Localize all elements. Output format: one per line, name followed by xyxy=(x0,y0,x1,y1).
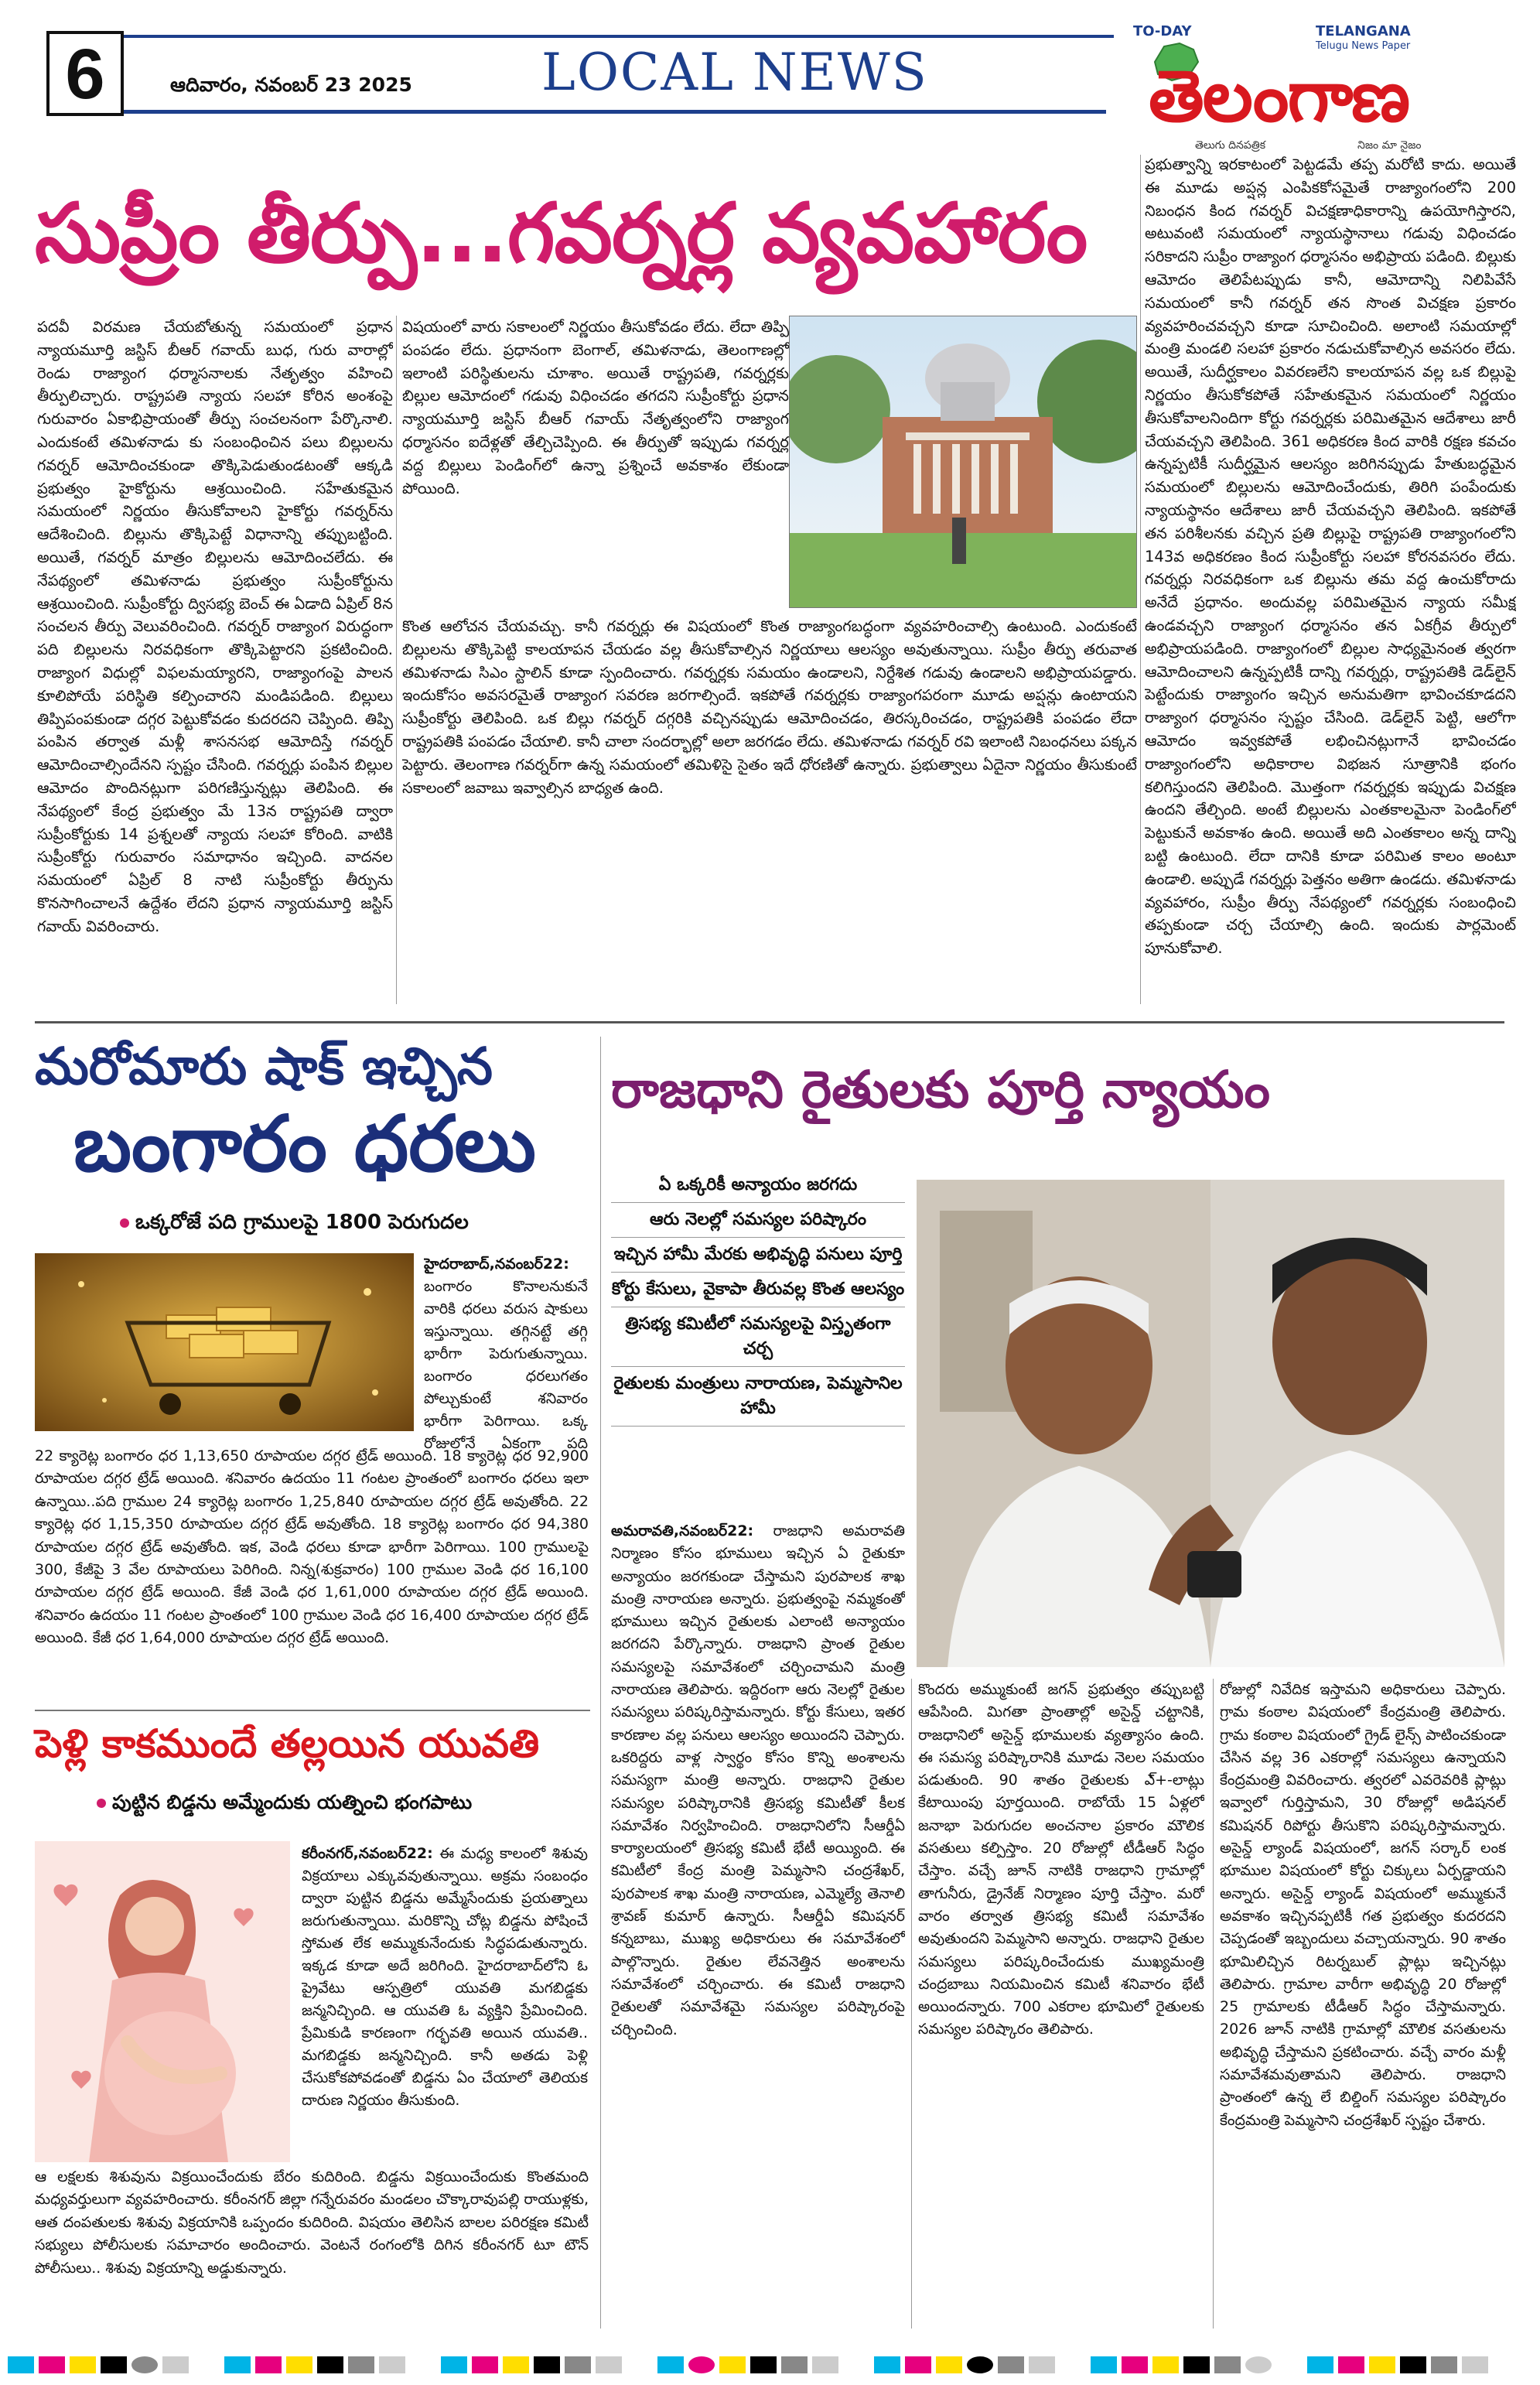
registration-swatch xyxy=(101,2356,127,2373)
registration-swatch xyxy=(8,2356,34,2373)
registration-swatch xyxy=(967,2356,993,2373)
gold-headline-line1: మరోమారు షాక్ ఇచ్చిన xyxy=(35,1037,493,1096)
gold-cart-photo xyxy=(35,1253,414,1431)
highlight-item: త్రిసభ్య కమిటీలో సమస్యలపై విస్తృతంగా చర్చ xyxy=(611,1307,905,1367)
column-divider xyxy=(911,1679,912,2329)
logo-telangana-text: TELANGANA xyxy=(1316,23,1411,39)
registration-swatch xyxy=(317,2356,343,2373)
gold-headline-line2: బంగారం ధరలు xyxy=(73,1099,537,1189)
lead-headline: సుప్రీం తీర్పు...గవర్నర్ల వ్యవహారం xyxy=(35,186,1088,281)
bullet-icon xyxy=(97,1799,106,1808)
registration-swatch xyxy=(1245,2356,1272,2373)
logo-title: తెలంగాణ xyxy=(1149,55,1409,138)
capital-article-column-1: అమరావతి,నవంబర్22: రాజధాని అమరావతి నిర్మాణం కోసం భూములు ఇచ్చిన ఏ రైతుకూ అన్యాయం జరగకుండా చేస్తామని పురపాలక శాఖ మంత్రి నారాయణ అన్నారు. ప్రభుత్వంపై నమ్మకంతో భూములు ఇచ్చిన రైతులకు ఎలాంటి అన్యాయం జరగదని పేర్కొన్నారు. రాజధాని ప్రాంత రైతుల సమస్యలపై సమావేశంలో చర్చించామని మంత్రి నారాయణ తెలిపారు. ఇద్దిరంగా ఆరు నెలల్లో రైతుల సమస్యలు పరిష్కరిస్తామన్నారు. కోర్టు కేసులు, ఇతర కారణాల వల్ల పనులు ఆలస్యం అయిందని చెప్పారు. ఒకరిద్దరు వాళ్ల స్వార్థం కోసం కొన్ని అంశాలను సమస్యగా మంత్రి అన్నారు. రాజధాని రైతుల సమస్యల పరిష్కారానికి త్రిసభ్య కమిటీతో కీలక సమావేశం నిర్వహించింది. రాజధానిలోని సీఆర్డీఏ కార్యాలయంలో త్రిసభ్య కమిటీ భేటీ అయ్యింది. ఈ కమిటీలో కేంద్ర మంత్రి పెమ్మసాని చంద్రశేఖర్, పురపాలక శాఖ మంత్రి నారాయణ, ఎమ్మెల్యే తెనాలి శ్రావణ్ కుమార్ ఉన్నారు. సీఆర్డీఏ కమిషనర్ కన్నబాబు, ముఖ్య అధికారులు ఈ సమావేశంలో పాల్గొన్నారు. రైతుల లేవనెత్తిన అంశాలను సమావేశంలో చర్చించారు. ఈ కమిటీ రాజధాని రైతులతో సమావేశమై సమస్యల పరిష్కారంపై చర్చించింది. xyxy=(611,1522,905,2038)
registration-swatch xyxy=(874,2356,900,2373)
registration-swatch xyxy=(379,2356,405,2373)
registration-swatch xyxy=(1060,2356,1086,2373)
newspaper-logo[interactable] xyxy=(1133,23,1504,155)
section-divider xyxy=(35,1021,1504,1023)
registration-swatch xyxy=(1122,2356,1148,2373)
mother-article-side: కరీంనగర్,నవంబర్22: ఈ మధ్య కాలంలో శిశువు విక్రయాలు ఎక్కువవుతున్నాయి. అక్రమ సంబంధం ద్వారా పుట్టిన బిడ్డను అమ్మేసేందుకు ప్రయత్నాలు జరుగుతున్నాయి. మరికొన్ని చోట్ల బిడ్డను పోషించే స్తోమత లేక అమ్ముకునేందుకు సిద్ధపడుతున్నారు. ఇక్కడ కూడా అదే జరిగింది. హైదరాబాద్‌లోని ఓ ప్రైవేటు ఆస్పత్రిలో యువతి మగబిడ్డకు జన్మనిచ్చింది. ఆ యువతి ఓ వ్యక్తిని ప్రేమించింది. ప్రేమికుడి కారణంగా గర్భవతి అయిన యువతి.. మగబిడ్డకు జన్మనిచ్చింది. కానీ అతడు పెళ్లి చేసుకోకపోవడంతో బిడ్డను ఏం చేయాలో తెలియక దారుణ నిర్ణయం తీసుకుంది. xyxy=(302,1845,588,2109)
lead-column-2: విషయంలో వారు సకాలంలో నిర్ణయం తీసుకోవడం లేదు. లేదా తిప్పి పంపడం లేదు. ప్రధానంగా బెంగాల్, తమిళనాడు, తెలంగాణల్లో ఇలాంటి పరిస్థితులను చూశాం. అయితే రాష్ట్రపతి, గవర్నర్లకు బిల్లుల ఆమోదంలో గడువు విధించడం తగదని సుప్రీంకోర్టు ప్రధాన న్యాయమూర్తి జస్టిస్ బీఆర్ గవాయ్ నేతృత్వంలోని రాజ్యాంగ ధర్మాసనం ఐదేళ్లతో తేల్చిచెప్పింది. ఈ తీర్పుతో ఇప్పుడు గవర్నర్ల వద్ద బిల్లులు పెండింగ్‌లో ఉన్నా ప్రశ్నించే అవకాశం లేకుండా పోయింది. xyxy=(402,318,789,497)
highlight-item: ఆరు నెలల్లో సమస్యల పరిష్కారం xyxy=(611,1203,905,1238)
registration-swatch xyxy=(70,2356,96,2373)
registration-swatch xyxy=(596,2356,622,2373)
registration-swatch xyxy=(1091,2356,1117,2373)
registration-swatch xyxy=(286,2356,312,2373)
registration-swatch xyxy=(1338,2356,1364,2373)
lead-column-2-continued: కొంత ఆలోచన చేయవచ్చు. కానీ గవర్నర్లు ఈ విషయంలో కొంత రాజ్యాంగబద్ధంగా వ్యవహరించాల్సి ఉంటుంది. ఎందుకంటే బిల్లులను తొక్కిపెట్టి కాలయాపన చేయడం వల్ల తీసుకోవాల్సిన నిర్ణయాలు ఆలస్యం అవుతున్నాయి. సుప్రీం తీర్పు తరువాత తమిళనాడు సిఎం స్టాలిన్ కూడా స్పందించారు. గవర్నర్లకు సమయం ఉండాలని, నిర్దేశిత గడువు ఉండాలని అభిప్రాయపడ్డారు. ఇందుకోసం అవసరమైతే రాజ్యాంగ సవరణ జరగాల్సిందే. ఇకపోతే గవర్నర్లకు రాజ్యాంగపరంగా మూడు అప్షన్లు ఉంటాయని సుప్రీంకోర్టు తెలిపింది. ఒక బిల్లు గవర్నర్ దగ్గరికి వచ్చినప్పుడు ఆమోదించడం, తిరస్కరించడం, రాష్ట్రపతికి పంపడం లేదా రాష్ట్రపతికి పంపడం చేయాలి. కానీ చాలా సందర్భాల్లో అలా జరగడం లేదు. తమిళనాడు గవర్నర్ రవి ఇలాంటి నిబంధనలు పక్కన పెట్టారు. తెలంగాణ గవర్నర్‌గా ఉన్న సమయంలో తమిళిసై సైతం ఇదే ధోరణితో ఉన్నారు. ప్రభుత్వాలు ఏదైనా నిర్ణయం తీసుకుంటే సకాలంలో జవాబు ఇవ్వాల్సిన బాధ్యత ఉంది. xyxy=(402,617,1137,797)
registration-swatch xyxy=(1431,2356,1457,2373)
registration-swatch xyxy=(255,2356,282,2373)
registration-swatch xyxy=(1214,2356,1241,2373)
registration-swatch xyxy=(781,2356,808,2373)
capital-article-column-2: కొందరు అమ్ముకుంటే జగన్ ప్రభుత్వం తప్పుబట్టి ఆపేసింది. మిగతా ప్రాంతాల్లో అసైన్డ్ చట్టానికి, రాజధానిలో అసైన్డ్ భూములకు వ్యత్యాసం ఉంది. ఈ సమస్య పరిష్కారానికి మూడు నెలల సమయం పడుతుంది. 90 శాతం రైతులకు ఎ్+-లాట్లు కేటాయింపు పూర్తయింది. రాబోయే 15 ఏళ్లలో జనాభా పెరుగుదల అంచనాల ప్రకారం మౌలిక వసతులు కల్పిస్తాం. 20 రోజుల్లో టీడీఆర్ సిద్ధం చేస్తాం. వచ్చే జూన్ నాటికి రాజధాని గ్రామాల్లో తాగునీరు, డ్రైనేజ్ నిర్మాణం పూర్తి చేస్తాం. మరో వారం తర్వాత త్రిసభ్య కమిటీ సమావేశం అవుతుందని పెమ్మసాని అన్నారు. రాజధాని రైతుల సమస్యలు పరిష్కరించేందుకు ముఖ్యమంత్రి చంద్రబాబు నియమించిన కమిటీ శనివారం భేటీ అయిందన్నారు. 700 ఎకరాల భూమిలో రైతులకు సమస్యల పరిష్కారం తెలిపారు. xyxy=(918,1681,1204,2038)
gold-article-body: 22 క్యారెట్ల బంగారం ధర 1,13,650 రూపాయల దగ్గర ట్రేడ్ అయింది. 18 క్యారెట్ల ధర 92,900 రూపాయల దగ్గర ట్రేడ్ అయింది. శనివారం ఉదయం 11 గంటల ప్రాంతంలో బంగారం ధరలు ఇలా ఉన్నాయి..పది గ్రాముల 24 క్యారెట్ల బంగారం 1,25,840 రూపాయల దగ్గర ట్రేడ్ అవుతోంది. 22 క్యారెట్ల ధర 1,15,350 రూపాయల దగ్గర ట్రేడ్ అవుతోంది. 18 క్యారెట్ల బంగారం ధర 94,380 రూపాయల దగ్గర ట్రేడ్ అవుతోంది. ఇక, వెండి ధరలు కూడా భారీగా పెరిగాయి. 100 గ్రాములపై 300, కేజీపై 3 వేల రూపాయలు పెరిగింది. నిన్న(శుక్రవారం) 100 గ్రాముల వెండి ధర 16,100 రూపాయల దగ్గర ట్రేడ్ అయింది. కేజీ వెండి ధర 1,61,000 రూపాయల దగ్గర ట్రేడ్ అయింది. శనివారం ఉదయం 11 గంటల ప్రాంతంలో 100 గ్రాముల వెండి ధర 16,400 రూపాయల దగ్గర ట్రేడ్ అయింది. కేజీ ధర 1,64,000 రూపాయల దగ్గర ట్రేడ్ అయింది. xyxy=(35,1447,589,1647)
registration-swatch xyxy=(936,2356,962,2373)
registration-swatch xyxy=(1493,2356,1519,2373)
capital-headline: రాజధాని రైతులకు పూర్తి న్యాయం xyxy=(611,1060,1271,1119)
registration-swatch xyxy=(39,2356,65,2373)
mother-article-body: ఆ లక్షలకు శిశువును విక్రయించేందుకు బేరం కుదిరింది. బిడ్డను విక్రయించేందుకు కొంతమంది మధ్యవర్తులుగా వ్యవహరించారు. కరీంనగర్ జిల్లా గన్నేరువరం మండలం చొక్కారావుపల్లి రాయుళ్లకు, ఆత దంపతులకు శిశువు విక్రయానికి ఒప్పందం కుదిరింది. విషయం తెలిసిన బాలల పరిరక్షణ కమిటీ సభ్యులు పోలీసులకు సమాచారం అందించారు. వెంటనే రంగంలోకి దిగిన కరీంనగర్ టూ టౌన్ పోలీసులు.. శిశువు విక్రయాన్ని అడ్డుకున్నారు. xyxy=(35,2168,589,2277)
registration-swatch xyxy=(688,2356,715,2373)
registration-swatch xyxy=(534,2356,560,2373)
registration-swatch xyxy=(750,2356,777,2373)
registration-swatch xyxy=(812,2356,838,2373)
registration-swatch xyxy=(998,2356,1024,2373)
highlight-item: కోర్టు కేసులు, వైకాపా తీరువల్ల కొంత ఆలస్యం xyxy=(611,1273,905,1307)
registration-swatch xyxy=(657,2356,684,2373)
section-title: LOCAL NEWS xyxy=(541,43,928,102)
registration-swatch xyxy=(1369,2356,1395,2373)
mother-headline: పెళ్లి కాకముందే తల్లయిన యువతి xyxy=(35,1721,540,1766)
page-number: 6 xyxy=(46,31,124,116)
bullet-icon xyxy=(120,1218,129,1228)
registration-swatch xyxy=(503,2356,529,2373)
logo-today-text: TO-DAY xyxy=(1133,23,1192,39)
column-divider xyxy=(1213,1679,1214,2329)
logo-tagline-left: తెలుగు దినపత్రిక xyxy=(1195,139,1266,152)
registration-swatch xyxy=(627,2356,653,2373)
column-divider xyxy=(600,1037,601,2329)
registration-swatch xyxy=(719,2356,746,2373)
lead-column-3: ప్రభుత్వాన్ని ఇరకాటంలో పెట్టడమే తప్ప మరోటి కాదు. అయితే ఈ మూడు అప్షన్ల ఎంపికకోసమైతే రాజ్యాంగంలోని 200 నిబంధన కింద గవర్నర్ విచక్షణాధికారాన్ని ఉపయోగిస్తారని, అటువంటి సమయంలో న్యాయస్థానాలు గడువు విధించడం సరికాదని సుప్రీం రాజ్యాంగ ధర్మాసనం అభిప్రాయ పడింది. బిల్లుకు ఆమోదం తెలిపేటప్పుడు కానీ, ఆమోదాన్ని నిలిపివేసే సమయంలో కానీ గవర్నర్ తన సొంత విచక్షణ ప్రకారం వ్యవహరించవచ్చని కూడా సూచించింది. అలాంటి సమయాల్లో మంత్రి మండలి సలహా ప్రకారం నడుచుకోవాల్సిన అవసరం లేదు. అయితే, సుదీర్ఘకాలం వివరణలేని కాలయాపన వల్ల ఒక బిల్లుపై నిర్ణయం తీసుకోకపోతే సహేతుకమైన సమయంలో నిర్ణయం తీసుకోవాలనిందిగా కోర్టు గవర్నర్లకు పరిమితమైన ఆదేశాలు జారీ చేయవచ్చని తెలిపింది. 361 అధికరణ కింద వారికి రక్షణ కవచం ఉన్నప్పటికీ సుదీర్ఘమైన ఆలస్యం జరిగినప్పుడు హేతుబద్ధమైన సమయంలో బిల్లులను ఆమోదించేందుకు, తిరిగి పంపేందుకు న్యాయస్థానం ఆదేశాలు జారీ చేయవచ్చని తెలిపింది. ఇకపోతే తన పరిశీలనకు వచ్చిన ప్రతి బిల్లుపై రాష్ట్రపతి రాజ్యాంగంలోని 143వ అధికరణం కింద సుప్రీంకోర్టు సలహా కోరనవసరం లేదు. గవర్నర్లు నిరవధికంగా ఒక బిల్లును తమ వద్ద ఉంచుకోరాదు అనేదే ప్రధానం. అందువల్ల పరిమితమైన న్యాయ సమీక్ష ఉండవచ్చని రాజ్యాంగ ధర్మాసనం తన ఏకగ్రీవ తీర్పులో అభిప్రాయపడింది. రాజ్యాంగంలో బిల్లుల సాధ్యమైనంత త్వరగా ఆమోదించాలని ఉన్నప్పటికీ దాన్ని గవర్నర్లు, రాష్ట్రపతికి డెడ్‌లైన్ పెట్టేందుకు రాజ్యాంగం ఇచ్చిన అనుమతిగా భావించకూడదని రాజ్యాంగ ధర్మాసనం స్పష్టం చేసింది. డెడ్‌లైన్ పెట్టి, ఆలోగా ఆమోదం ఇవ్వకపోతే లభించినట్లుగానే భావించడం రాజ్యాంగంలోని అధికారాల విభజన సూత్రానికి భంగం కలిగిస్తుందని తెలిపింది. మొత్తంగా గవర్నర్లకు ఇప్పుడు విచక్షణ ఉందని తేల్చింది. అంటే బిల్లులను ఎంతకాలమైనా పెండింగ్‌లో పెట్టుకునే అవకాశం ఉంది. అయితే అది ఎంతకాలం అన్న దాన్ని బట్టి ఉంటుంది. లేదా దానికి కూడా పరిమిత కాలం అంటూ ఉండాలి. అప్పుడే గవర్నర్లు పెత్తనం అతిగా ఉండదు. తమిళనాడు వ్యవహారం, సుప్రీం తీర్పు నేపథ్యంలో గవర్నర్లకు సంబంధించి తప్పకుండా చర్చ చేయాల్సి ఉంది. ఇందుకు పార్లమెంట్ పూనుకోవాలి. xyxy=(1145,155,1516,958)
mother-subheading: పుట్టిన బిడ్డను అమ్మేందుకు యత్నించి భంగపాటు xyxy=(97,1791,472,1819)
pregnant-woman-illustration xyxy=(35,1841,290,2162)
ministers-photo xyxy=(917,1180,1504,1667)
registration-swatch xyxy=(1276,2356,1303,2373)
registration-swatch xyxy=(441,2356,467,2373)
column-divider xyxy=(1140,155,1141,1004)
registration-swatch xyxy=(1400,2356,1426,2373)
registration-swatch xyxy=(1029,2356,1055,2373)
registration-swatch xyxy=(1307,2356,1333,2373)
gold-article-side: హైదరాబాద్,నవంబర్22: బంగారం కొనాలనుకునే వారికి ధరలు వరుస షాకులు ఇస్తున్నాయి. తగ్గినట్టే తగ్గి భారీగా పెరుగుతున్నాయి. బంగారం ధరలుగతం పోల్చుకుంటే శనివారం భారీగా పెరిగాయి. ఒక్క రోజులోనే ఏకంగా పది xyxy=(424,1256,588,1452)
registration-swatch xyxy=(565,2356,591,2373)
registration-swatch xyxy=(472,2356,498,2373)
registration-swatch xyxy=(1152,2356,1179,2373)
capital-highlights xyxy=(611,1168,905,1509)
gold-subheading: ఒక్కరోజే పది గ్రాములపై 1800 పెరుగుదల xyxy=(120,1211,469,1239)
lead-column-1: పదవీ విరమణ చేయబోతున్న సమయంలో ప్రధాన న్యాయమూర్తి జస్టిస్ బీఆర్ గవాయ్ బుధ, గురు వారాల్లో రెండు రాజ్యాంగ ధర్మాసనాలకు నేతృత్వం వహించి తీర్పులిచ్చారు. రాష్ట్రపతి న్యాయ సలహా కోరిన అంశంపై గురువారం ఏకాభిప్రాయంతో తీర్పు సంచలనంగా పేర్కొనాలి. ఎందుకంటే తమిళనాడు కు సంబంధించిన పలు బిల్లులను గవర్నర్ ఆమోదించకుండా తొక్కిపెడుతుండటంతో ఆక్కడి ప్రభుత్వం హైకోర్టును ఆశ్రయించింది. సహేతుకమైన సమయంలో నిర్ణయం తీసుకోవాలని హైకోర్టు గవర్నర్‌ను ఆదేశించింది. బిల్లును తొక్కిపెట్టే విధానాన్ని తప్పుబట్టింది. అయితే, గవర్నర్ మాత్రం బిల్లులను ఆమోదించలేదు. ఈ నేపథ్యంలో తమిళనాడు ప్రభుత్వం సుప్రీంకోర్టును ఆశ్రయించింది. సుప్రీంకోర్టు ద్విసభ్య బెంచ్ ఈ ఏడాది ఏప్రిల్ 8న సంచలన తీర్పు వెలువరించింది. గవర్నర్ రాజ్యాంగ విరుద్ధంగా పది బిల్లులను నిరవధికంగా తొక్కిపెట్టారని ప్రకటించింది. రాజ్యాంగ విధుల్లో విఫలమయ్యారని, రాజ్యాంగంపై పాలన కూలిపోయే పరిస్థితి కల్పించారని మండిపడింది. బిల్లులు తిప్పిపంపకుండా దగ్గర పెట్టుకోవడం కుదరదని చెప్పింది. తిప్పి పంపిన తర్వాత మళ్లీ శాసనసభ ఆమోదిస్తే గవర్నర్ ఆమోదించాల్సిందేనని స్పష్టం చేసింది. గవర్నర్లు పంపిన బిల్లుల ఆమోదం పొందినట్లుగా పరిగణిస్తున్నట్లు తెలిపింది. ఈ నేపథ్యంలో కేంద్ర ప్రభుత్వం మే 13న రాష్ట్రపతి ద్వారా సుప్రీంకోర్టుకు 14 ప్రశ్నలతో న్యాయ సలహా కోరింది. వాటికి సుప్రీంకోర్టు గురువారం సమాధానం ఇచ్చింది. వాదనల సమయంలో ఏప్రిల్ 8 నాటి సుప్రీంకోర్టు తీర్పును కొనసాగించాలనే ఉద్దేశం లేదని ప్రధాన న్యాయమూర్తి జస్టిస్ గవాయ్ వివరించారు. xyxy=(37,318,393,935)
registration-swatch xyxy=(905,2356,931,2373)
registration-swatch xyxy=(410,2356,436,2373)
registration-swatch xyxy=(348,2356,374,2373)
highlight-item: రైతులకు మంత్రులు నారాయణ, పెమ్మసానిల హామీ xyxy=(611,1367,905,1427)
registration-swatch xyxy=(162,2356,189,2373)
issue-date: ఆదివారం, నవంబర్ 23 2025 xyxy=(170,73,412,96)
logo-tagline-right: నిజం మా నైజం xyxy=(1357,139,1422,152)
highlight-item: ఏ ఒక్కరికీ అన్యాయం జరగదు xyxy=(611,1168,905,1203)
print-registration-bar xyxy=(0,2356,1540,2373)
header-rule xyxy=(124,110,1106,114)
registration-swatch xyxy=(193,2356,220,2373)
registration-swatch xyxy=(224,2356,251,2373)
registration-swatch xyxy=(1462,2356,1488,2373)
highlight-item: ఇచ్చిన హామీ మేరకు అభివృద్ధి పనులు పూర్తి xyxy=(611,1238,905,1273)
column-divider xyxy=(396,316,397,1004)
logo-subtitle: Telugu News Paper xyxy=(1316,40,1411,52)
section-divider xyxy=(35,1710,590,1711)
registration-swatch xyxy=(1183,2356,1210,2373)
registration-swatch xyxy=(131,2356,158,2373)
supreme-court-photo xyxy=(789,316,1137,608)
capital-article-column-3: రోజుల్లో నివేదిక ఇస్తామని అధికారులు చెప్పారు. గ్రామ కంఠాల విషయంలో కేంద్రమంత్రి తెలిపారు. గ్రామ కంఠాల విషయంలో గ్రైడ్ లైన్స్ పాటించకుండా చేసిన వల్ల 36 ఎకరాల్లో సమస్యలు ఉన్నాయని కేంద్రమంత్రి వివరించారు. త్వరలో ఎవరెవరికి ప్లాట్లు ఇవ్వాలో గుర్తిస్తామని, 30 రోజుల్లో అడిషనల్ కమిషనర్ రిపోర్టు తీసుకొని పరిష్కరిస్తామన్నారు. అసైన్డ్ ల్యాండ్ విషయంలో, జగన్ సర్కార్ లంక భూముల విషయంలో కోర్టు చిక్కులు ఏర్పడ్డాయని అన్నారు. అసైన్డ్ ల్యాండ్ విషయంలో అమ్ముకునే అవకాశం ఇచ్చినప్పటికీ గత ప్రభుత్వం కుదరదని చెప్పడంతో ఇబ్బందులు వచ్చాయన్నారు. 90 శాతం భూమిలిచ్చిన రిటర్నబుల్ ప్లాట్లు ఇచ్చినట్లు తెలిపారు. గ్రామాల వారీగా అభివృద్ధి 20 రోజుల్లో 25 గ్రామాలకు టీడీఆర్ సిద్ధం చేస్తామన్నారు. 2026 జూన్ నాటికి గ్రామాల్లో మౌలిక వసతులను అభివృద్ధి చేస్తామని ప్రకటించారు. వచ్చే వారం మళ్లీ సమావేశమవుతామని తెలిపారు. రాజధాని ప్రాంతంలో ఉన్న లే బిల్డింగ్ సమస్యల పరిష్కారం కేంద్రమంత్రి పెమ్మసాని చంద్రశేఖర్ స్పష్టం చేశారు. xyxy=(1220,1681,1506,2129)
registration-swatch xyxy=(843,2356,869,2373)
